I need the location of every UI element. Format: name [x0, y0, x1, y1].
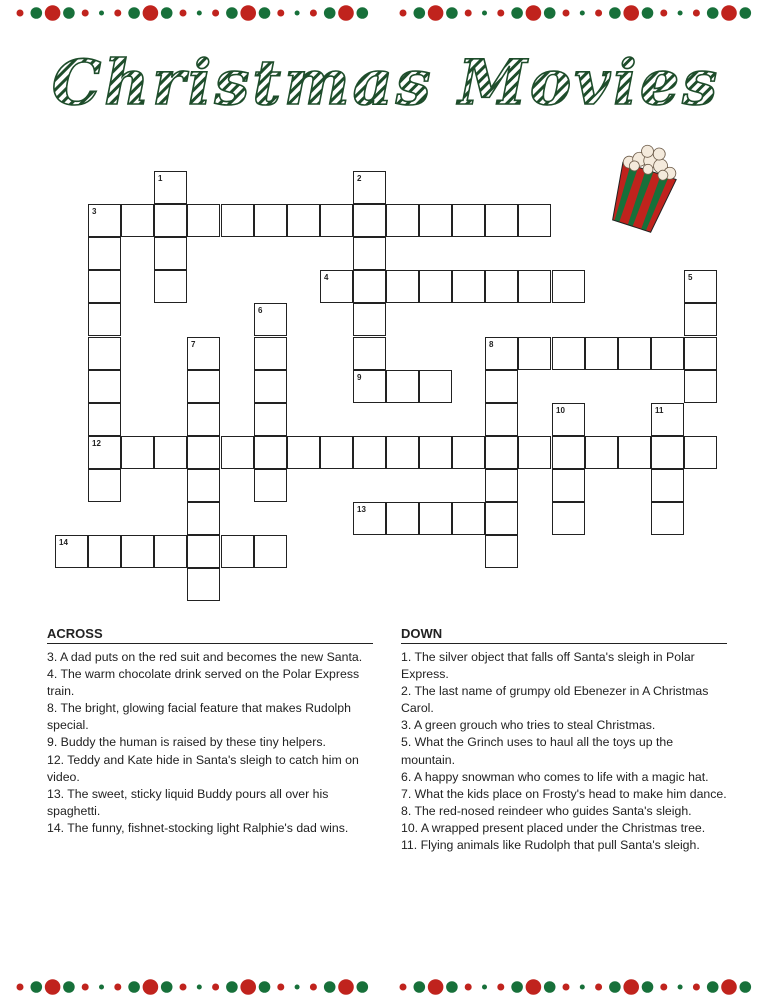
crossword-cell[interactable] [452, 436, 485, 469]
border-dot [240, 5, 256, 21]
crossword-cell[interactable] [485, 204, 518, 237]
crossword-cell[interactable] [386, 270, 419, 303]
down-clue: 1. The silver object that falls off Santa's sleigh in Polar Express. [401, 650, 695, 682]
down-clue: 5. What the Grinch uses to haul all the toys up the mountain. [401, 735, 674, 767]
border-dot [324, 7, 336, 19]
crossword-cell[interactable] [552, 436, 585, 469]
border-dot [595, 984, 602, 991]
crossword-cell[interactable] [419, 502, 452, 535]
border-dot [277, 984, 284, 991]
crossword-cell[interactable] [585, 337, 618, 370]
border-dot [446, 981, 458, 993]
crossword-cell[interactable] [88, 204, 121, 237]
border-dot [82, 984, 89, 991]
down-clue: 7. What the kids place on Frosty's head to make him dance. [401, 786, 727, 801]
border-dot [482, 985, 487, 990]
down-clue: 11. Flying animals like Rudolph that pull Santa's sleigh. [401, 838, 700, 853]
clue-number: 7 [191, 340, 196, 349]
crossword-cell[interactable] [55, 535, 88, 568]
border-dot [400, 984, 407, 991]
crossword-cell[interactable] [552, 337, 585, 370]
crossword-cell[interactable] [684, 270, 717, 303]
crossword-cell[interactable] [552, 469, 585, 502]
border-dot [693, 984, 700, 991]
crossword-cell[interactable] [552, 403, 585, 436]
crossword-cell[interactable] [187, 337, 220, 370]
crossword-cell[interactable] [651, 469, 684, 502]
crossword-cell[interactable] [651, 436, 684, 469]
page-title-text: Christmas Movies [51, 46, 721, 119]
border-dot [338, 979, 354, 995]
crossword-cell[interactable] [485, 270, 518, 303]
border-dot [497, 984, 504, 991]
across-clue: 9. Buddy the human is raised by these tiny helpers. [47, 735, 326, 750]
border-dot [526, 5, 542, 21]
crossword-cell[interactable] [287, 436, 320, 469]
border-dot [595, 10, 602, 17]
border-dot [482, 11, 487, 16]
crossword-cell[interactable] [353, 502, 386, 535]
crossword-cell[interactable] [452, 270, 485, 303]
border-dot [143, 5, 159, 21]
border-dot [497, 10, 504, 17]
border-dot [259, 981, 271, 993]
border-dot [544, 981, 556, 993]
border-dot [324, 981, 336, 993]
border-dot [428, 979, 444, 995]
clue-number: 5 [688, 273, 693, 282]
across-clue: 3. A dad puts on the red suit and becomes the new Santa. [47, 650, 363, 664]
crossword-cell[interactable] [254, 436, 287, 469]
crossword-cell[interactable] [187, 535, 220, 568]
crossword-cell[interactable] [121, 535, 154, 568]
border-dot [31, 981, 43, 993]
crossword-cell[interactable] [88, 303, 121, 336]
crossword-cell[interactable] [419, 270, 452, 303]
border-dot [642, 7, 654, 19]
down-clue: 3. A green grouch who tries to steal Christmas. [401, 718, 656, 733]
crossword-cell[interactable] [187, 568, 220, 601]
crossword-cell[interactable] [419, 370, 452, 403]
border-dot [693, 10, 700, 17]
border-dot [212, 984, 219, 991]
crossword-cell[interactable] [386, 436, 419, 469]
crossword-cell[interactable] [419, 436, 452, 469]
border-dot [740, 7, 752, 19]
border-dot [642, 981, 654, 993]
crossword-cell[interactable] [485, 403, 518, 436]
down-clues [401, 626, 727, 854]
crossword-cell[interactable] [154, 535, 187, 568]
across-clue-list [47, 649, 373, 837]
crossword-cell[interactable] [684, 303, 717, 336]
clue-number: 2 [357, 174, 362, 183]
crossword-cell[interactable] [684, 370, 717, 403]
crossword-cell[interactable] [187, 436, 220, 469]
crossword-cell[interactable] [221, 535, 254, 568]
crossword-cell[interactable] [353, 337, 386, 370]
border-dot [609, 981, 621, 993]
border-dot [465, 984, 472, 991]
crossword-cell[interactable] [651, 403, 684, 436]
crossword-cell[interactable] [187, 204, 220, 237]
border-dot [226, 7, 238, 19]
across-clue: 8. The bright, glowing facial feature that makes Rudolph special. [47, 701, 351, 733]
crossword-cell[interactable] [386, 370, 419, 403]
border-dot [277, 10, 284, 17]
border-dot [63, 7, 75, 19]
border-dot [197, 985, 202, 990]
border-dot [707, 981, 719, 993]
border-dot [114, 10, 121, 17]
border-dot [17, 10, 24, 17]
border-dot [563, 984, 570, 991]
border-dot [180, 10, 187, 17]
crossword-cell[interactable] [485, 502, 518, 535]
crossword-cell[interactable] [154, 436, 187, 469]
border-dot [259, 7, 271, 19]
crossword-cell[interactable] [353, 370, 386, 403]
crossword-cell[interactable] [618, 436, 651, 469]
clue-number: 4 [324, 273, 329, 282]
clue-number: 3 [92, 207, 97, 216]
border-dot [526, 979, 542, 995]
crossword-cell[interactable] [518, 436, 551, 469]
crossword-cell[interactable] [88, 370, 121, 403]
crossword-cell[interactable] [585, 436, 618, 469]
border-dot [143, 979, 159, 995]
border-dot [580, 985, 585, 990]
border-dot [428, 5, 444, 21]
border-dot [128, 7, 140, 19]
border-dot [114, 984, 121, 991]
crossword-cell[interactable] [88, 403, 121, 436]
crossword-cell[interactable] [518, 337, 551, 370]
crossword-cell[interactable] [154, 171, 187, 204]
crossword-cell[interactable] [254, 204, 287, 237]
border-dot [338, 5, 354, 21]
border-dot [678, 985, 683, 990]
border-dot [465, 10, 472, 17]
crossword-cell[interactable] [320, 270, 353, 303]
down-clue: 2. The last name of grumpy old Ebenezer in A Christmas Carol. [401, 684, 709, 716]
clue-number: 14 [59, 538, 68, 547]
crossword-cell[interactable] [254, 535, 287, 568]
border-dot [678, 11, 683, 16]
crossword-cell[interactable] [320, 204, 353, 237]
border-dot [99, 985, 104, 990]
crossword-cell[interactable] [88, 535, 121, 568]
crossword-cell[interactable] [485, 370, 518, 403]
border-dot [82, 10, 89, 17]
across-clue: 4. The warm chocolate drink served on the Polar Express train. [47, 667, 360, 699]
across-heading: ACROSS [47, 626, 373, 644]
border-dot [31, 7, 43, 19]
border-dot [414, 981, 426, 993]
page-title [0, 34, 773, 124]
crossword-cell[interactable] [88, 337, 121, 370]
border-dot [721, 979, 737, 995]
border-dot [414, 7, 426, 19]
crossword-cell[interactable] [485, 436, 518, 469]
crossword-cell[interactable] [121, 436, 154, 469]
border-dot [161, 7, 173, 19]
border-dot [63, 981, 75, 993]
border-dot [563, 10, 570, 17]
crossword-cell[interactable] [353, 270, 386, 303]
crossword-cell[interactable] [88, 436, 121, 469]
border-dot [400, 10, 407, 17]
border-dot [511, 981, 523, 993]
down-clue: 10. A wrapped present placed under the Christmas tree. [401, 820, 706, 835]
crossword-cell[interactable] [651, 337, 684, 370]
crossword-cell[interactable] [187, 469, 220, 502]
crossword-cell[interactable] [154, 204, 187, 237]
crossword-cell[interactable] [684, 436, 717, 469]
crossword-cell[interactable] [254, 370, 287, 403]
crossword-cell[interactable] [254, 337, 287, 370]
border-dot [721, 5, 737, 21]
border-dot [295, 985, 300, 990]
border-dot [45, 5, 61, 21]
crossword-cell[interactable] [485, 535, 518, 568]
border-dot [17, 984, 24, 991]
border-dot [446, 7, 458, 19]
crossword-cell[interactable] [154, 237, 187, 270]
crossword-cell[interactable] [684, 337, 717, 370]
border-dot [310, 10, 317, 17]
border-dot [623, 5, 639, 21]
border-dot [45, 979, 61, 995]
border-dot [212, 10, 219, 17]
crossword-cell[interactable] [518, 204, 551, 237]
crossword-cell[interactable] [353, 204, 386, 237]
border-dot [580, 11, 585, 16]
crossword-cell[interactable] [353, 237, 386, 270]
crossword-cell[interactable] [254, 469, 287, 502]
clue-number: 6 [258, 306, 263, 315]
border-dot [161, 981, 173, 993]
crossword-cell[interactable] [618, 337, 651, 370]
clue-number: 9 [357, 373, 362, 382]
down-heading: DOWN [401, 626, 727, 644]
crossword-cell[interactable] [287, 204, 320, 237]
clue-number: 8 [489, 340, 494, 349]
clue-number: 11 [655, 406, 664, 415]
border-dot [180, 984, 187, 991]
crossword-cell[interactable] [88, 270, 121, 303]
crossword-cell[interactable] [221, 436, 254, 469]
down-clue: 8. The red-nosed reindeer who guides Santa's sleigh. [401, 803, 692, 818]
crossword-cell[interactable] [254, 403, 287, 436]
crossword-cell[interactable] [651, 502, 684, 535]
border-dot [707, 7, 719, 19]
crossword-cell[interactable] [552, 502, 585, 535]
crossword-cell[interactable] [154, 270, 187, 303]
crossword-cell[interactable] [254, 303, 287, 336]
crossword-cell[interactable] [452, 502, 485, 535]
popcorn-bucket-icon [604, 138, 684, 233]
border-dot [660, 10, 667, 17]
border-dot [623, 979, 639, 995]
crossword-cell[interactable] [518, 270, 551, 303]
border-dot [99, 11, 104, 16]
border-dot [240, 979, 256, 995]
border-dot [740, 981, 752, 993]
crossword-cell[interactable] [485, 469, 518, 502]
crossword-cell[interactable] [386, 502, 419, 535]
crossword-cell[interactable] [221, 204, 254, 237]
across-clue: 13. The sweet, sticky liquid Buddy pours all over his spaghetti. [47, 786, 329, 818]
border-dot [226, 981, 238, 993]
across-clue: 12. Teddy and Kate hide in Santa's sleigh to catch him on video. [47, 752, 359, 784]
border-dot [609, 7, 621, 19]
crossword-cell[interactable] [187, 403, 220, 436]
clue-number: 12 [92, 439, 101, 448]
across-clue: 14. The funny, fishnet-stocking light Ralphie's dad wins. [47, 820, 349, 835]
crossword-cell[interactable] [121, 204, 154, 237]
crossword-cell[interactable] [552, 270, 585, 303]
clue-number: 1 [158, 174, 163, 183]
crossword-cell[interactable] [187, 502, 220, 535]
crossword-cell[interactable] [187, 370, 220, 403]
dot-border-top [0, 0, 773, 26]
down-clue-list [401, 649, 727, 854]
crossword-cell[interactable] [353, 171, 386, 204]
clue-number: 10 [556, 406, 565, 415]
crossword-cell[interactable] [353, 436, 386, 469]
border-dot [197, 11, 202, 16]
crossword-cell[interactable] [353, 303, 386, 336]
crossword-cell[interactable] [88, 469, 121, 502]
dot-border-bottom [0, 974, 773, 1000]
down-clue: 6. A happy snowman who comes to life with a magic hat. [401, 769, 709, 784]
clue-number: 13 [357, 505, 366, 514]
crossword-cell[interactable] [452, 204, 485, 237]
border-dot [660, 984, 667, 991]
across-clues [47, 626, 373, 837]
crossword-cell[interactable] [386, 204, 419, 237]
border-dot [357, 7, 369, 19]
border-dot [128, 981, 140, 993]
crossword-cell[interactable] [88, 237, 121, 270]
border-dot [310, 984, 317, 991]
border-dot [511, 7, 523, 19]
crossword-cell[interactable] [419, 204, 452, 237]
border-dot [544, 7, 556, 19]
crossword-cell[interactable] [485, 337, 518, 370]
crossword-cell[interactable] [320, 436, 353, 469]
border-dot [295, 11, 300, 16]
border-dot [357, 981, 369, 993]
